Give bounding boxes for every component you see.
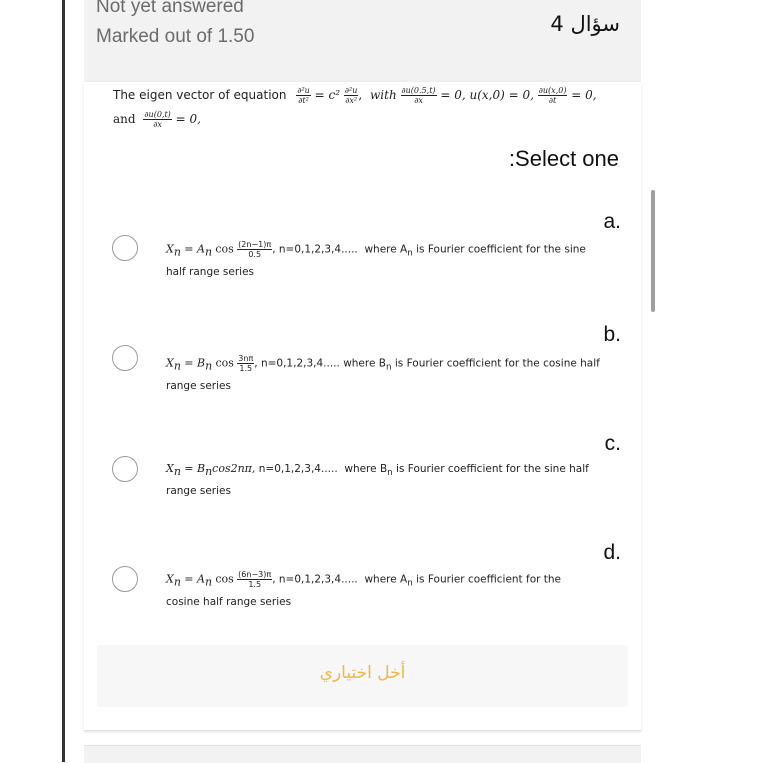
bc3-tail: = 0, bbox=[175, 112, 201, 126]
fraction-bc1: $\frac{\partial u(0.5,t)}{\partial x}$ bbox=[401, 86, 436, 105]
left-rail bbox=[62, 0, 65, 762]
fraction-bc2: $\frac{\partial u(x,0)}{\partial t}$ bbox=[538, 86, 567, 105]
option-d-radio[interactable] bbox=[112, 566, 138, 592]
clear-choice-area bbox=[97, 645, 628, 707]
clear-choice-link[interactable]: أخل اختياري bbox=[319, 663, 406, 683]
option-b-letter: b. bbox=[603, 323, 621, 346]
equation-equals: = c² bbox=[314, 88, 341, 102]
fraction-d2u-dx2: $\frac{\text{∂²u}}{\text{∂x²}}$ bbox=[344, 86, 358, 105]
option-b-radio[interactable] bbox=[112, 345, 138, 371]
question-intro: The eigen vector of equation bbox=[113, 88, 287, 102]
select-one-prompt: :Select one bbox=[508, 146, 619, 171]
option-a-text[interactable]: $X_n = A_n$ cos $\frac{(2n-1)\pi}{0.5}$ , n=0,1,2,3,4..... where $A_n$ is Fourier coefficient for the sine half range series bbox=[166, 240, 586, 278]
fraction-bc3: $\frac{\partial u(0,t)}{\partial x}$ bbox=[144, 110, 171, 129]
option-c-text[interactable]: $X_n = B_n\cos 2n\pi$, n=0,1,2,3,4..... where $B_n$ is Fourier coefficient for the sine half range series bbox=[166, 462, 589, 498]
next-question-card bbox=[84, 745, 641, 763]
fraction-d2u-dt2: $\frac{\text{∂²u}}{\text{∂t²}}$ bbox=[297, 86, 310, 105]
and-label: and bbox=[113, 112, 136, 126]
scrollbar-thumb[interactable] bbox=[651, 190, 655, 312]
option-d-letter: d. bbox=[603, 541, 621, 564]
with-label: with bbox=[370, 88, 397, 102]
bc2-tail: = 0, bbox=[571, 88, 597, 102]
option-a-letter: a. bbox=[603, 210, 621, 233]
question-number: سؤال 4 bbox=[550, 12, 620, 36]
option-d-text[interactable]: $X_n = A_n$ cos $\frac{(6n-3)\pi}{1.5}$ , n=0,1,2,3,4..... where $A_n$ is Fourier coefficient for the cosine half range series bbox=[166, 570, 562, 608]
option-a-radio[interactable] bbox=[112, 235, 138, 261]
option-c-letter: c. bbox=[604, 432, 621, 455]
answer-status: Not yet answered bbox=[96, 0, 244, 17]
option-b-text[interactable]: $X_n = B_n$ cos $\frac{3n\pi}{1.5}$ , n=0,1,2,3,4..... where $B_n$ is Fourier coefficient for the cosine half range series bbox=[166, 354, 600, 392]
marks-label: Marked out of 1.50 bbox=[96, 26, 255, 47]
option-c-radio[interactable] bbox=[112, 456, 138, 482]
question-card bbox=[84, 82, 641, 730]
bc1-tail: = 0, u(x,0) = 0, bbox=[440, 88, 534, 102]
